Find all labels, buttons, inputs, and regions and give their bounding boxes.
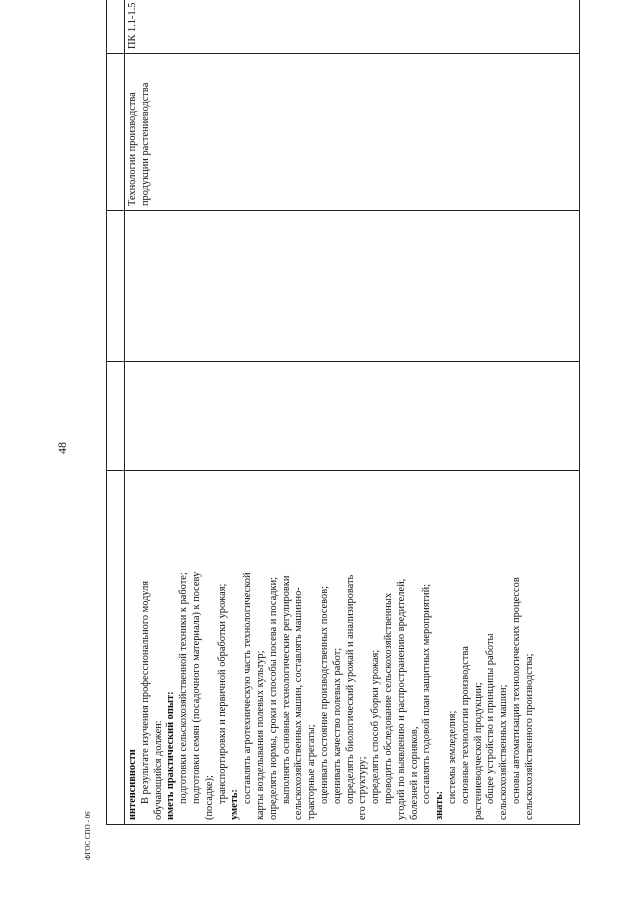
knowledge-line: растениеводческой продукции;: [472, 682, 484, 820]
skills-line: определять биологический урожай и анализировать: [344, 574, 356, 804]
knowledge-heading: знать:: [434, 790, 446, 820]
skills-line: оценивать качество полевых работ;: [331, 647, 343, 804]
top-cell-2: [107, 362, 125, 471]
top-cell-4: [107, 54, 125, 211]
skills-line: проводить обследование сельскохозяйственных: [382, 592, 394, 804]
skills-line: болезней и сорняков,: [408, 726, 420, 820]
top-cell-5: [107, 0, 125, 54]
skills-line: карты возделывания полевых культур;: [254, 650, 266, 820]
competence-code-cell: ПК 1.1-1.5: [125, 0, 580, 54]
practical-line: подготовки семян (посадочного материала) к посеву: [190, 571, 202, 804]
intro-line: В результате изучения профессионального модуля: [139, 580, 151, 804]
table-row: [125, 0, 580, 825]
intro-line: обучающийся должен:: [152, 720, 164, 820]
requirements-cell: [125, 471, 580, 825]
empty-cell: [125, 211, 580, 362]
skills-line: его структуру;: [357, 756, 369, 820]
table-top-row: [107, 0, 125, 825]
skills-line: угодий по выявлению и распространению вредителей,: [395, 578, 407, 820]
skills-line: сельскохозяйственных машин, составлять машинно-: [293, 587, 305, 820]
skills-line: определять нормы, сроки и способы посева и посадки;: [267, 576, 279, 820]
top-cell-1: [107, 471, 125, 825]
intro-heading: интенсивности: [127, 749, 138, 820]
knowledge-line: основные технологии производства: [459, 646, 471, 804]
empty-cell: [125, 362, 580, 471]
knowledge-line: сельскохозяйственных машин;: [498, 684, 510, 820]
skills-heading: уметь:: [229, 789, 241, 820]
footer: [84, 811, 94, 920]
skills-line: оценивать состояние производственных посевов;: [318, 586, 330, 804]
knowledge-line: сельскохозяйственного производства;: [523, 653, 535, 820]
knowledge-line: основы автоматизации технологических процессов: [510, 577, 522, 804]
practical-line: (посадке);: [203, 775, 215, 820]
knowledge-line: общее устройство и принципы работы: [485, 633, 497, 804]
skills-line: определять способ уборки урожая;: [370, 649, 382, 804]
practical-heading: иметь практический опыт:: [165, 691, 177, 820]
skills-line: тракторные агрегаты;: [306, 724, 318, 820]
skills-line: выполнять основные технологические регулировки: [280, 575, 292, 804]
practical-line: транспортировки и первичной обработки урожая;: [216, 583, 228, 804]
skills-line: составлять годовой план защитных мероприятий;: [421, 583, 433, 804]
practical-line: подготовки сельскохозяйственной техники к работе;: [178, 572, 190, 804]
footer-text: ФГОС СПО - 06: [84, 811, 92, 860]
technology-cell: Технологии производства продукции растениеводства: [125, 54, 580, 211]
curriculum-table: [106, 2, 580, 825]
top-cell-3: [107, 211, 125, 362]
page-number: 48: [55, 442, 69, 454]
skills-line: составлять агротехническую часть технологической: [242, 572, 254, 804]
knowledge-line: системы земледелия;: [446, 710, 458, 804]
